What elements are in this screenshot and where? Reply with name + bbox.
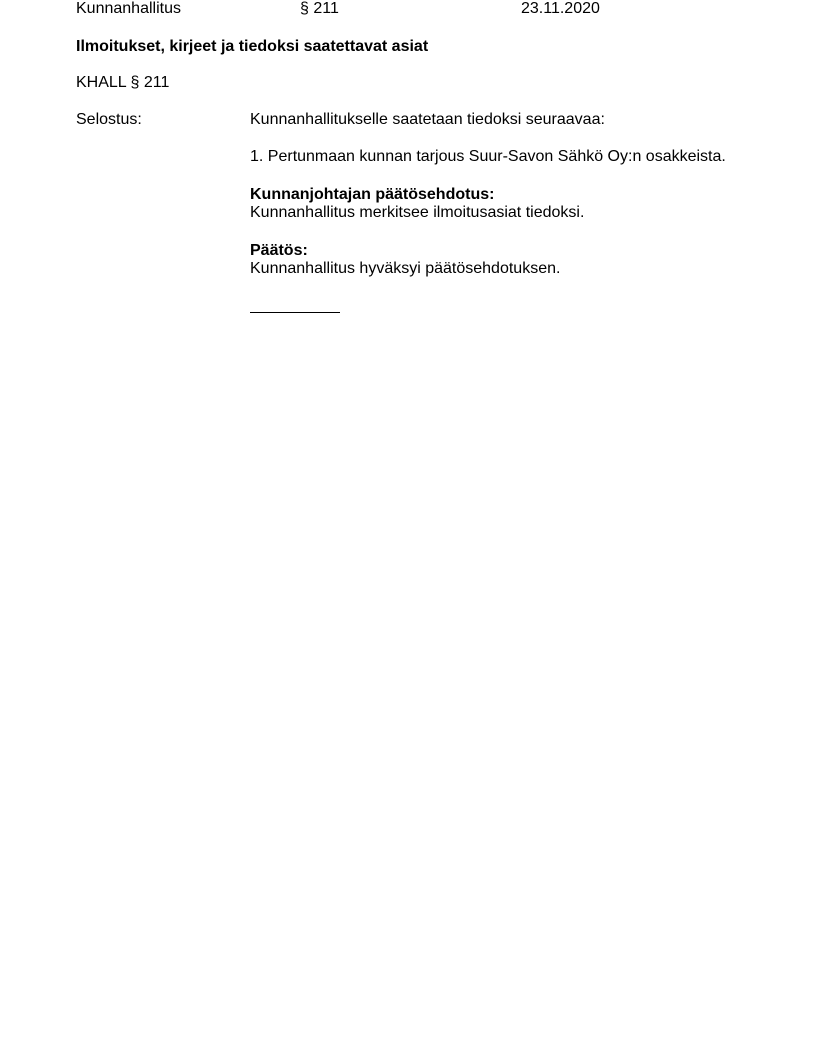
document-title: Ilmoitukset, kirjeet ja tiedoksi saatettavat asiat <box>76 38 429 55</box>
description-label: Selostus: <box>76 111 142 128</box>
header-date: 23.11.2020 <box>521 0 600 17</box>
header-section-number: § 211 <box>300 0 339 17</box>
document-reference: KHALL § 211 <box>76 74 170 91</box>
list-item: 1. Pertunmaan kunnan tarjous Suur-Savon Sähkö Oy:n osakkeista. <box>250 148 726 165</box>
proposal-text: Kunnanhallitus merkitsee ilmoitusasiat tiedoksi. <box>250 204 585 221</box>
decision-text: Kunnanhallitus hyväksyi päätösehdotuksen. <box>250 260 561 277</box>
description-intro: Kunnanhallitukselle saatetaan tiedoksi seuraavaa: <box>250 111 605 128</box>
header-body-name: Kunnanhallitus <box>76 0 181 17</box>
decision-heading: Päätös: <box>250 242 308 259</box>
proposal-heading: Kunnanjohtajan päätösehdotus: <box>250 186 495 203</box>
end-divider-line <box>250 312 340 313</box>
